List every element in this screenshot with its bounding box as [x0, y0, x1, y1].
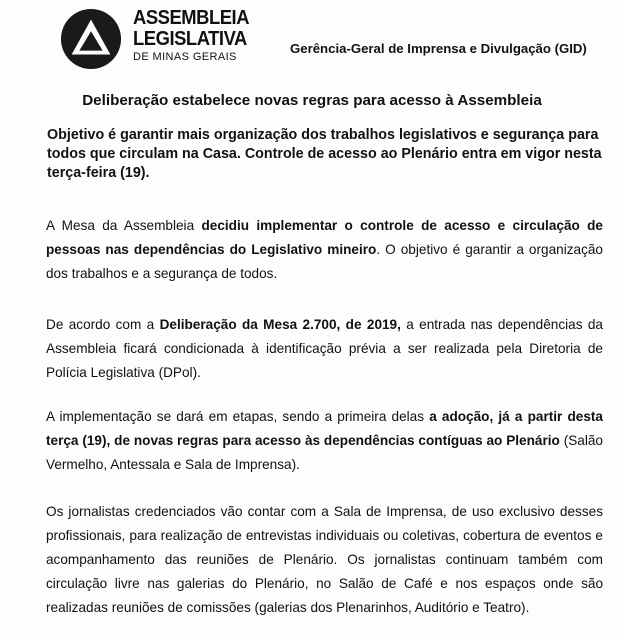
logo-line-3: DE MINAS GERAIS	[133, 51, 237, 63]
body-paragraph-2	[46, 313, 603, 385]
logo-line-2: LEGISLATIVA	[133, 28, 247, 50]
lead-paragraph: Objetivo é garantir mais organização dos trabalhos legislativos e segurança para todos que circulam na Casa. Controle de acesso ao Plenário entra em vigor nesta terça-feira (19).	[47, 127, 602, 181]
assembly-logo-icon	[60, 8, 122, 70]
text-run-3-1: A implementação se dará em etapas, sendo a primeira delas	[46, 409, 430, 424]
text-run-4-1: Os jornalistas credenciados vão contar com a Sala de Imprensa, de uso exclusivo desses profissionais, para realização de entrevistas individuais ou coletivas, cobertura de eventos e acompanhamento das reuniões de Plenário. Os jornalistas continuam também com circulação livre nas galerias do Plenário, no Salão de Café e nos espaços onde são realizadas reuniões de comissões (galerias dos Plenarinhos, Auditório e Teatro).	[46, 504, 603, 615]
logo-line-1: ASSEMBLEIA	[133, 7, 250, 29]
text-run-1-3: . O objetivo é garantir a organização dos trabalhos e a segurança de todos.	[46, 242, 603, 281]
body-paragraph-1	[46, 214, 603, 286]
bold-run-3-2: a adoção, já a partir desta terça (19), de novas regras para acesso às dependências contíguas ao Plenário	[46, 409, 603, 448]
text-run-2-1: De acordo com a	[46, 317, 160, 332]
text-run-2-3: a entrada nas dependências da Assembleia ficará condicionada à identificação prévia a ser realizada pela Diretoria de Polícia Legislativa (DPol).	[46, 317, 603, 380]
document-title: Deliberação estabelece novas regras para acesso à Assembleia	[82, 92, 542, 109]
bold-run-1-2: decidiu implementar o controle de acesso e circulação de pessoas nas dependências do Legislativo mineiro	[46, 218, 603, 257]
department-name: Gerência-Geral de Imprensa e Divulgação (GID)	[290, 41, 587, 56]
header	[0, 0, 624, 80]
body-paragraph-4	[46, 500, 603, 620]
bold-run-2-2: Deliberação da Mesa 2.700, de 2019,	[159, 317, 401, 332]
logo-wordmark	[133, 8, 259, 63]
text-run-3-3: (Salão Vermelho, Antessala e Sala de Imprensa).	[46, 433, 603, 472]
text-run-1-1: A Mesa da Assembleia	[46, 218, 202, 233]
body-paragraph-3	[46, 405, 603, 477]
